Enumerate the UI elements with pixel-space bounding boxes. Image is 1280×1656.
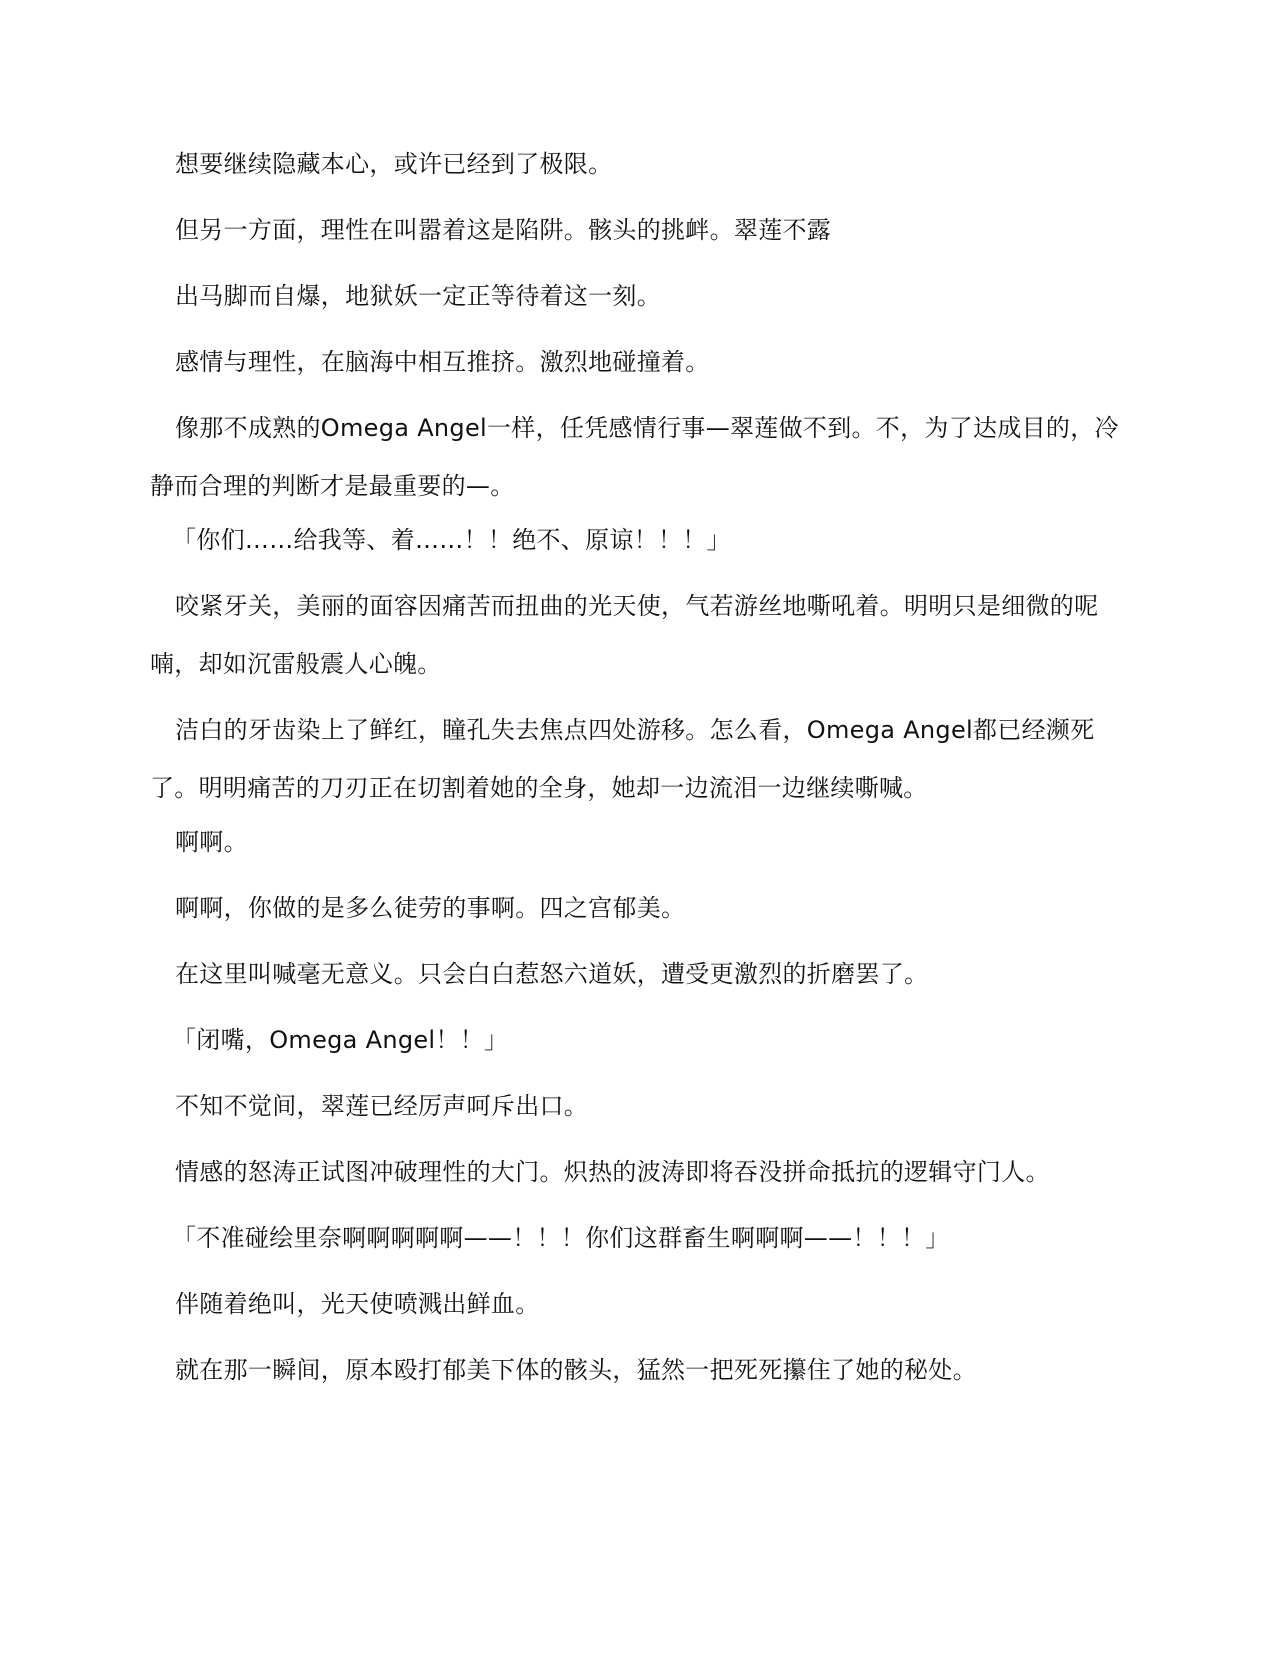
dialogue-line: 「不准碰绘里奈啊啊啊啊啊——！！！你们这群畜生啊啊啊——！！！」 bbox=[172, 1224, 950, 1252]
paragraph: 就在那一瞬间，原本殴打郁美下体的骸头，猛然一把死死攥住了她的秘处。 bbox=[175, 1356, 977, 1384]
paragraph: 啊啊。 bbox=[175, 828, 248, 856]
paragraph: 洁白的牙齿染上了鲜红，瞳孔失去焦点四处游移。怎么看，Omega Angel都已经濒死了。明明痛苦的刀刃正在切割着她的全身，她却一边流泪一边继续嘶喊。 bbox=[150, 716, 1095, 802]
paragraph: 咬紧牙关，美丽的面容因痛苦而扭曲的光天使，气若游丝地嘶吼着。明明只是细微的呢喃，却如沉雷般震人心魄。 bbox=[150, 592, 1099, 678]
paragraph: 感情与理性，在脑海中相互推挤。激烈地碰撞着。 bbox=[175, 348, 710, 376]
paragraph: 伴随着绝叫，光天使喷溅出鲜血。 bbox=[175, 1290, 540, 1318]
body-text bbox=[150, 147, 1135, 1419]
paragraph: 但另一方面，理性在叫嚣着这是陷阱。骸头的挑衅。翠莲不露 bbox=[175, 216, 832, 244]
paragraph: 想要继续隐藏本心，或许已经到了极限。 bbox=[175, 150, 613, 178]
dialogue-line: 「你们……给我等、着……！！绝不、原谅！！！」 bbox=[172, 526, 731, 554]
paragraph: 情感的怒涛正试图冲破理性的大门。炽热的波涛即将吞没拼命抵抗的逻辑守门人。 bbox=[175, 1158, 1050, 1186]
paragraph: 啊啊，你做的是多么徒劳的事啊。四之宫郁美。 bbox=[175, 894, 686, 922]
paragraph: 在这里叫喊毫无意义。只会白白惹怒六道妖，遭受更激烈的折磨罢了。 bbox=[175, 960, 929, 988]
paragraph: 不知不觉间，翠莲已经厉声呵斥出口。 bbox=[175, 1092, 589, 1120]
dialogue-line: 「闭嘴，Omega Angel！！」 bbox=[172, 1026, 509, 1054]
paragraph: 出马脚而自爆，地狱妖一定正等待着这一刻。 bbox=[175, 282, 661, 310]
paragraph: 像那不成熟的Omega Angel一样，任凭感情行事—翠莲做不到。不，为了达成目的，冷静而合理的判断才是最重要的—。 bbox=[150, 414, 1119, 500]
